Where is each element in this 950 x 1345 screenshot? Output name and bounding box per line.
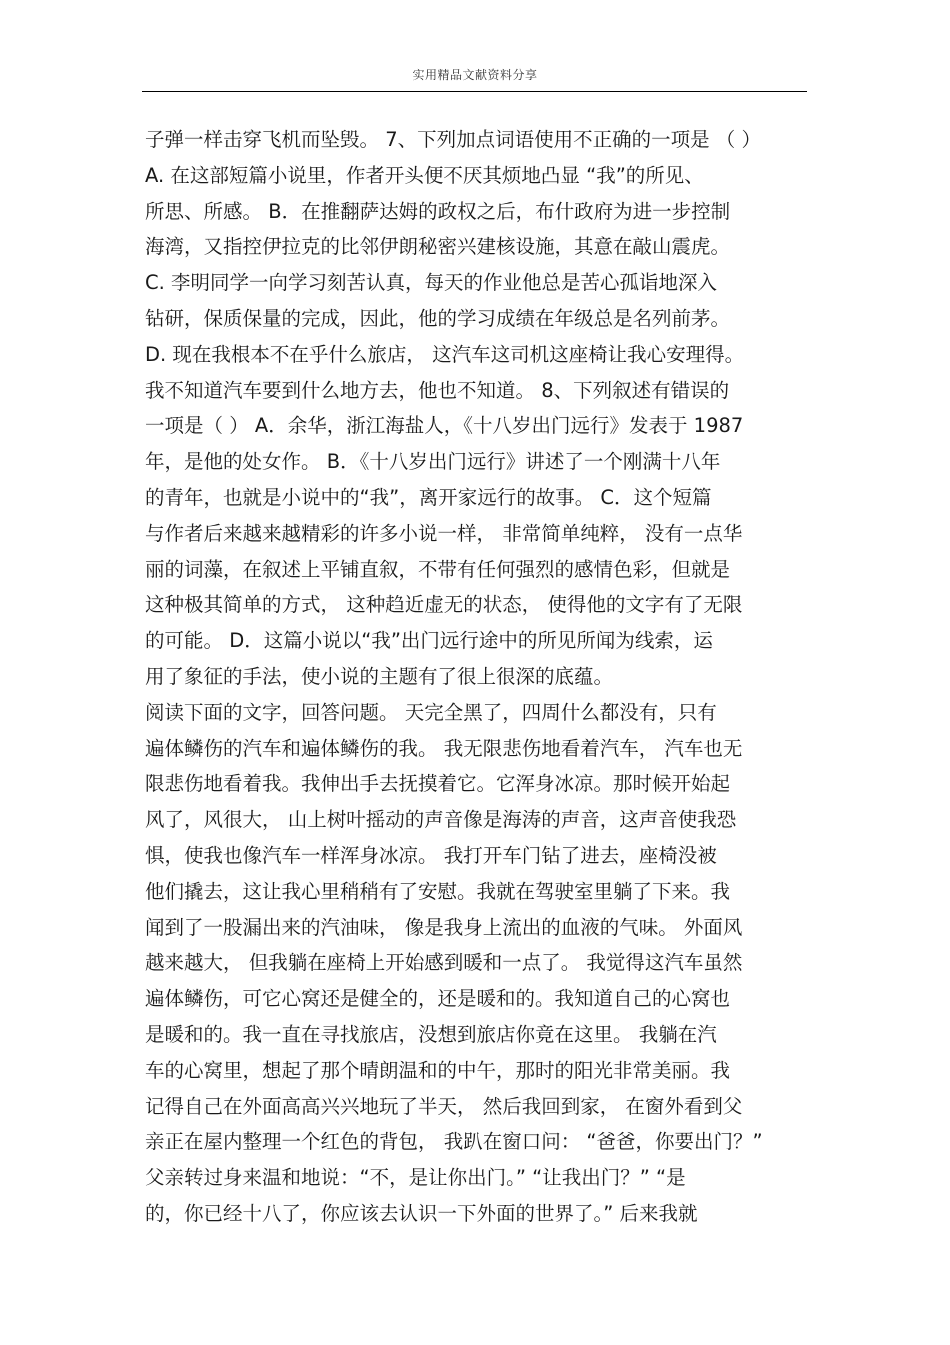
- text-line-11: 的青年，也就是小说中的“我”，离开家远行的故事。 C．这个短篇: [145, 485, 712, 509]
- text-line-5: C. 李明同学一向学习刻苦认真，每天的作业他总是苦心孤诣地深入: [145, 271, 718, 295]
- text-line-26: 是暖和的。我一直在寻找旅店，没想到旅店你竟在这里。 我躺在汽: [145, 1022, 717, 1046]
- text-line-20: 风了，风很大， 山上树叶摇动的声音像是海涛的声音，这声音使我恐: [145, 808, 737, 832]
- text-line-18: 遍体鳞伤的汽车和遍体鳞伤的我。 我无限悲伤地看着汽车， 汽车也无: [145, 736, 743, 760]
- text-line-1: 子弹一样击穿飞机而坠毁。 7、下列加点词语使用不正确的一项是 （ ）: [145, 128, 762, 151]
- text-line-4: 海湾，又指控伊拉克的比邻伊朗秘密兴建核设施，其意在敲山震虎。: [145, 235, 731, 259]
- text-line-9: 一项是（ ） A．余华，浙江海盐人，《十八岁出门远行》发表于 1987: [145, 414, 744, 438]
- header-divider: [142, 91, 807, 92]
- text-line-29: 亲正在屋内整理一个红色的背包， 我趴在窗口问： “爸爸，你要出门？”: [145, 1130, 763, 1154]
- text-line-21: 惧，使我也像汽车一样浑身冰凉。 我打开车门钻了进去，座椅没被: [145, 843, 717, 867]
- text-line-10: 年，是他的处女作。 B．《十八岁出门远行》讲述了一个刚满十八年: [145, 450, 721, 474]
- text-line-24: 越来越大， 但我躺在座椅上开始感到暖和一点了。 我觉得这汽车虽然: [145, 951, 743, 975]
- text-line-17: 阅读下面的文字，回答问题。 天完全黑了，四周什么都没有，只有: [145, 700, 717, 724]
- document-body: [145, 122, 825, 1232]
- text-line-31: 的，你已经十八了，你应该去认识一下外面的世界了。” 后来我就: [145, 1201, 698, 1225]
- text-line-13: 丽的词藻，在叙述上平铺直叙，不带有任何强烈的感情色彩，但就是: [145, 557, 731, 581]
- page-header: 实用精品文献资料分享: [412, 68, 538, 82]
- text-line-27: 车的心窝里，想起了那个晴朗温和的中午，那时的阳光非常美丽。我: [145, 1058, 731, 1082]
- text-line-19: 限悲伤地看着我。我伸出手去抚摸着它。它浑身冰凉。那时候开始起: [145, 772, 731, 796]
- text-line-30: 父亲转过身来温和地说：“不，是让你出门。” “让我出门？” “是: [145, 1166, 686, 1190]
- text-line-28: 记得自己在外面高高兴兴地玩了半天， 然后我回到家， 在窗外看到父: [145, 1094, 743, 1118]
- text-line-25: 遍体鳞伤，可它心窝还是健全的，还是暖和的。我知道自己的心窝也: [145, 987, 731, 1011]
- text-line-6: 钻研，保质保量的完成，因此，他的学习成绩在年级总是名列前茅。: [145, 306, 731, 330]
- text-line-8: 我不知道汽车要到什么地方去，他也不知道。 8、下列叙述有错误的: [145, 378, 730, 402]
- text-line-14: 这种极其简单的方式， 这种趋近虚无的状态， 使得他的文字有了无限: [145, 593, 743, 617]
- text-line-15: 的可能。 D．这篇小说以“我”出门远行途中的所见所闻为线索，运: [145, 629, 713, 653]
- text-line-12: 与作者后来越来越精彩的许多小说一样， 非常简单纯粹， 没有一点华: [145, 521, 743, 545]
- text-line-3: 所思、所感。 B．在推翻萨达姆的政权之后，布什政府为进一步控制: [145, 199, 731, 223]
- text-line-23: 闻到了一股漏出来的汽油味， 像是我身上流出的血液的气味。 外面风: [145, 915, 743, 939]
- text-line-22: 他们撬去，这让我心里稍稍有了安慰。我就在驾驶室里躺了下来。我: [145, 879, 731, 903]
- text-line-7: D. 现在我根本不在乎什么旅店， 这汽车这司机这座椅让我心安理得。: [145, 342, 745, 366]
- text-line-16: 用了象征的手法，使小说的主题有了很上很深的底蕴。: [145, 664, 614, 688]
- text-line-2: A. 在这部短篇小说里，作者开头便不厌其烦地凸显 “我”的所见、: [145, 163, 704, 187]
